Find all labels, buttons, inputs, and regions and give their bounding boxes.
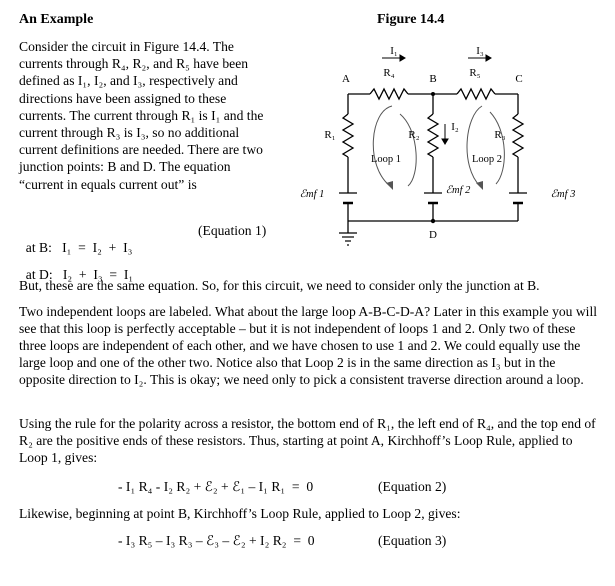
- loop2-arc: [467, 106, 482, 186]
- junction-b-equation: I₁ = I₂ + I₃: [62, 240, 133, 255]
- equation-2-expression: - I₁ R₄ - I₂ R₂ + ℰ₂ + ℰ₁ – I₁ R₁ = 0: [118, 479, 314, 494]
- label-loop1: Loop 1: [370, 154, 402, 165]
- equation-3-tag: (Equation 3): [378, 533, 447, 548]
- junction-d-equation: I₂ + I₃ = I₁: [62, 267, 134, 282]
- label-emf2: ℰmf 2: [445, 185, 471, 196]
- resistor-r2: [428, 114, 438, 157]
- label-node-c: C: [515, 73, 523, 85]
- label-node-b: B: [429, 73, 437, 85]
- label-node-d: D: [429, 229, 437, 241]
- resistor-r5: [457, 89, 495, 99]
- equation-2-tag: (Equation 2): [378, 479, 447, 494]
- section-heading: An Example: [19, 12, 94, 27]
- paragraph-same-equation: But, these are the same equation. So, for this circuit, we need to consider only the junction at B.: [19, 278, 540, 293]
- resistor-r4: [370, 89, 408, 99]
- junction-d-dot: [431, 219, 435, 223]
- label-i3: I₃: [476, 45, 484, 57]
- ground-symbol: [339, 233, 357, 245]
- battery-emf2: [424, 193, 442, 203]
- label-r5: R₅: [469, 67, 481, 79]
- label-i1: I₁: [390, 45, 398, 57]
- junction-d-label: at D:: [25, 267, 53, 282]
- paragraph-independent-loops: Two independent loops are labeled. What about the large loop A-B-C-D-A? Later in this example you will see that this loop is perfectly acceptable – but it is not independent of loops 1 and 2. Only two of these three loops are independent of each other, and we have chosen to use 1 and 2. We could equally use the large loop and one of the other two. Notice also that Loop 2 is in the same direction as I₃ but in the opposite direction to I₂. This is okay; we need only to pick a consistent traverse direction around a loop.: [19, 304, 598, 387]
- resistor-r3: [513, 114, 523, 157]
- figure-title: Figure 14.4: [377, 12, 445, 27]
- label-emf3: ℰmf 3: [550, 189, 576, 200]
- equation-3-expression: - I₃ R₅ – I₃ R₃ – ℰ₃ – ℰ₂ + I₂ R₂ = 0: [118, 533, 315, 548]
- battery-emf1: [339, 193, 357, 203]
- label-r3: R₃: [494, 129, 506, 141]
- label-node-a: A: [342, 73, 350, 85]
- intro-paragraph: Consider the circuit in Figure 14.4. The currents through R₄, R₂, and R₅ have been defined as I₁, I₂, and I₃, respectively and directions have been assigned to these currents. The current through R₁ is I₁ and the current through R₃ is I₃, so no additional current definitions are needed. There are two junction points: B and D. The equation “current in equals current out” is: [19, 39, 264, 192]
- loop1-arc: [373, 106, 392, 186]
- junction-b-label: at B:: [25, 240, 52, 255]
- label-emf1: ℰmf 1: [299, 189, 325, 200]
- battery-emf3: [509, 193, 527, 203]
- resistor-r1: [343, 114, 353, 157]
- equation-1-tag: (Equation 1): [198, 223, 267, 238]
- label-i2: I₂: [451, 121, 459, 133]
- paragraph-polarity-rule: Using the rule for the polarity across a resistor, the bottom end of R₁, the left end of R₄, and the top end of R₂ are the positive ends of these resistors. Thus, starting at point A, Kirchhoff’s Loop Rule, applied to Loop 1, gives:: [19, 416, 596, 465]
- label-r2: R₂: [408, 129, 420, 141]
- circuit-diagram: [290, 36, 590, 250]
- label-r4: R₄: [383, 67, 395, 79]
- junction-b-dot: [431, 92, 435, 96]
- label-r1: R₁: [324, 129, 336, 141]
- paragraph-loop2-intro: Likewise, beginning at point B, Kirchhoff’s Loop Rule, applied to Loop 2, gives:: [19, 506, 461, 521]
- label-loop2: Loop 2: [471, 154, 503, 165]
